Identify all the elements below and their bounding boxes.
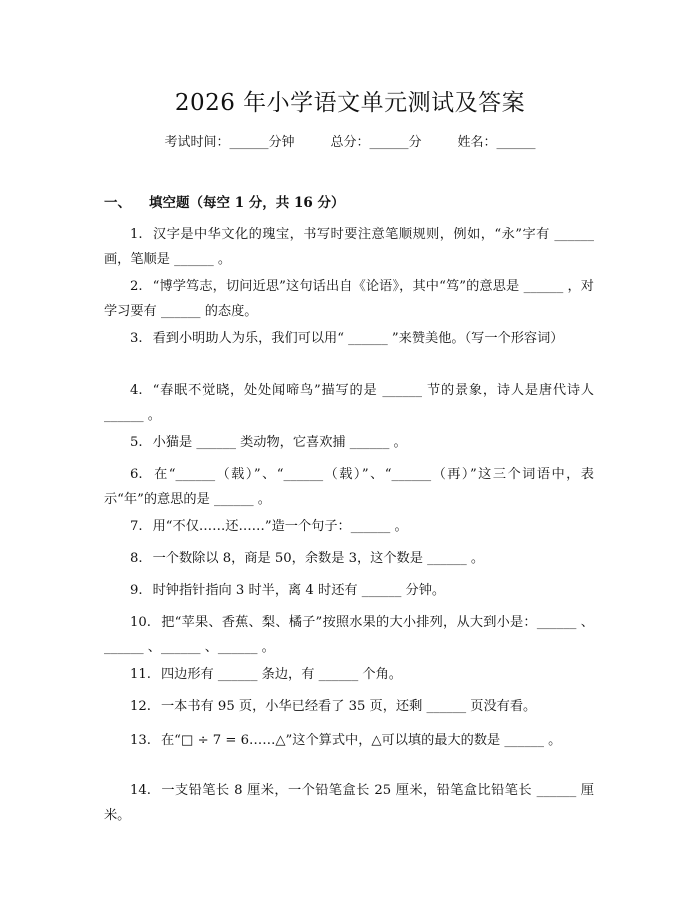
- question-number: 9.: [130, 583, 143, 598]
- question-text: 小猫是 ______ 类动物，它喜欢捕 ______ 。: [152, 435, 407, 450]
- question-number: 12.: [130, 699, 151, 714]
- question-number: 3.: [130, 331, 143, 346]
- question-item: [104, 662, 594, 687]
- question-text: 在“□ ÷ 7 = 6……△”这个算式中，△可以填的最大的数是 ______ 。: [160, 733, 562, 748]
- section-title: 填空题（每空 1 分，共 16 分）: [149, 195, 345, 211]
- question-text: 在“______（载）”、“______（载）”、“______（再）”这三个词语中，表示“年”的意思的是 ______ 。: [104, 467, 594, 507]
- question-text: 把“苹果、香蕉、梨、橘子”按照水果的大小排列，从大到小是：______ 、______ 、______ 、______ 。: [104, 615, 594, 655]
- question-item: [104, 578, 594, 603]
- question-item: [104, 326, 594, 351]
- question-item: [104, 378, 594, 428]
- total-score: 总分：______分: [330, 135, 422, 150]
- question-item: [104, 430, 594, 455]
- question-number: 10.: [130, 615, 151, 630]
- question-item: [104, 728, 594, 753]
- question-text: “春眠不觉晓，处处闻啼鸟”描写的是 ______ 节的景象，诗人是唐代诗人 ______ 。: [104, 383, 594, 423]
- question-number: 4.: [130, 383, 143, 398]
- question-number: 5.: [130, 435, 143, 450]
- question-text: 一个数除以 8，商是 50，余数是 3，这个数是 ______ 。: [152, 551, 485, 566]
- question-text: “博学笃志，切问近思”这句话出自《论语》，其中“笃”的意思是 ______ ，对学习要有 ______ 的态度。: [104, 279, 594, 319]
- question-text: 四边形有 ______ 条边，有 ______ 个角。: [160, 667, 402, 682]
- question-item: [104, 462, 594, 512]
- question-number: 6.: [130, 467, 143, 482]
- question-text: 时钟指针指向 3 时半，离 4 时还有 ______ 分钟。: [152, 583, 446, 598]
- question-number: 13.: [130, 733, 151, 748]
- question-item: [104, 274, 594, 324]
- question-text: 用“不仅……还……”造一个句子：______ 。: [152, 519, 408, 534]
- question-number: 14.: [130, 783, 151, 798]
- question-number: 8.: [130, 551, 143, 566]
- question-text: 一支铅笔长 8 厘米，一个铅笔盒长 25 厘米，铅笔盒比铅笔长 ______ 厘米。: [104, 783, 594, 823]
- question-number: 7.: [130, 519, 143, 534]
- student-name: 姓名：______: [457, 135, 536, 150]
- question-item: [104, 610, 594, 660]
- question-number: 1.: [130, 227, 143, 242]
- section-heading: [104, 191, 344, 211]
- question-text: 一本书有 95 页，小华已经看了 35 页，还剩 ______ 页没有看。: [160, 699, 537, 714]
- question-number: 2.: [130, 279, 143, 294]
- question-item: [104, 222, 594, 272]
- exam-meta: [0, 131, 700, 150]
- question-item: [104, 694, 594, 719]
- question-number: 11.: [130, 667, 151, 682]
- exam-time: 考试时间：______分钟: [164, 135, 295, 150]
- question-text: 看到小明助人为乐，我们可以用“ ______ ”来赞美他。（写一个形容词）: [152, 331, 564, 346]
- question-item: [104, 778, 594, 828]
- section-number: 一、: [104, 195, 131, 211]
- question-item: [104, 546, 594, 571]
- question-item: [104, 514, 594, 539]
- question-text: 汉字是中华文化的瑰宝，书写时要注意笔顺规则，例如，“永”字有 ______ 画，笔顺是 ______ 。: [104, 227, 594, 267]
- page-title: 2026 年小学语文单元测试及答案: [174, 90, 526, 116]
